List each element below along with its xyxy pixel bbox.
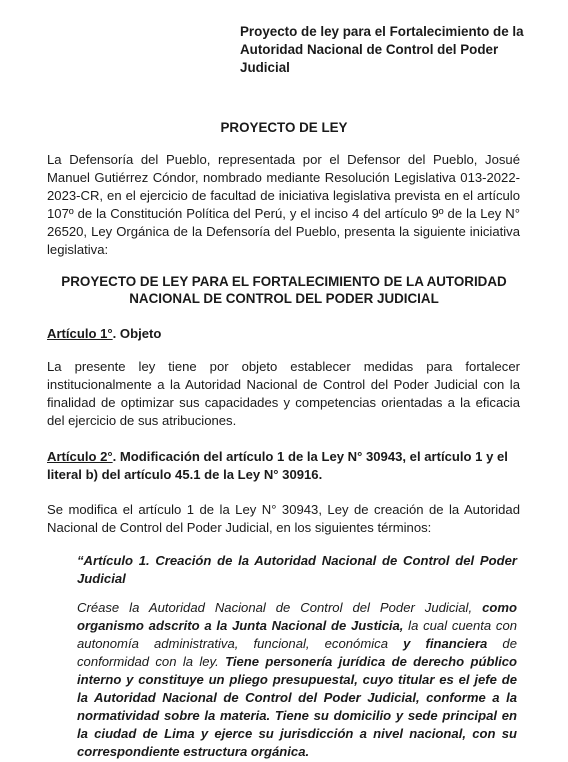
article-2-heading: [47, 448, 523, 484]
document-header-title: Proyecto de ley para el Fortalecimiento de la Autoridad Nacional de Control del Poder Judicial: [240, 24, 524, 75]
article-1-title: . Objeto: [112, 326, 162, 341]
article-1-body: La presente ley tiene por objeto establecer medidas para fortalecer institucionalmente a la Autoridad Nacional de Control del Poder Judicial con la finalidad de optimizar sus capacidades y competencias orientadas a la eficacia del ejercicio de sus atribuciones.: [47, 359, 520, 428]
quoted-text-segment: de conformidad con la ley.: [77, 636, 517, 669]
quoted-text-segment: la cual cuenta con autonomía administrativa, funcional, económica: [77, 618, 518, 651]
law-title: PROYECTO DE LEY PARA EL FORTALECIMIENTO DE LA AUTORIDAD NACIONAL DE CONTROL DEL PODER JUDICIAL: [61, 274, 507, 306]
quoted-text-segment: y financiera: [403, 636, 488, 651]
quoted-text-segment: Créase la Autoridad Nacional de Control del Poder Judicial,: [77, 600, 483, 615]
article-1-label: Artículo 1°: [47, 326, 113, 341]
document-type-label: PROYECTO DE LEY: [220, 120, 348, 135]
quoted-article-body: [77, 599, 517, 761]
article-2-body: Se modifica el artículo 1 de la Ley N° 30943, Ley de creación de la Autoridad Nacional de Control del Poder Judicial, en los siguientes términos:: [47, 502, 520, 535]
intro-paragraph: La Defensoría del Pueblo, representada por el Defensor del Pueblo, Josué Manuel Gutiérrez Cóndor, nombrado mediante Resolución Legislativa 013-2022-2023-CR, en el ejercicio de facultad de iniciativa legislativa prevista en el artículo 107º de la Constitución Política del Perú, y el inciso 4 del artículo 9º de la Ley N° 26520, Ley Orgánica de la Defensoría del Pueblo, presenta la siguiente iniciativa legislativa:: [47, 152, 520, 257]
quoted-article-heading: “Artículo 1. Creación de la Autoridad Nacional de Control del Poder Judicial: [77, 553, 517, 586]
article-1-heading: [47, 325, 523, 343]
quoted-text-segment: Tiene personería jurídica de derecho público interno y constituye un pliego presupuestal, cuyo titular es el jefe de la Autoridad Nacional de Control del Poder Judicial, conforme a la normatividad sobre la materia. Tiene su domicilio y sede principal en la ciudad de Lima y ejerce su jurisdicción a nivel nacional, con su correspondiente estructura orgánica.: [77, 654, 517, 759]
article-2-label: Artículo 2°: [47, 449, 113, 464]
quoted-text-segment: como organismo adscrito a la Junta Nacional de Justicia,: [77, 600, 517, 633]
article-2-title: . Modificación del artículo 1 de la Ley N° 30943, el artículo 1 y el literal b) del artículo 45.1 de la Ley N° 30916.: [47, 449, 508, 482]
